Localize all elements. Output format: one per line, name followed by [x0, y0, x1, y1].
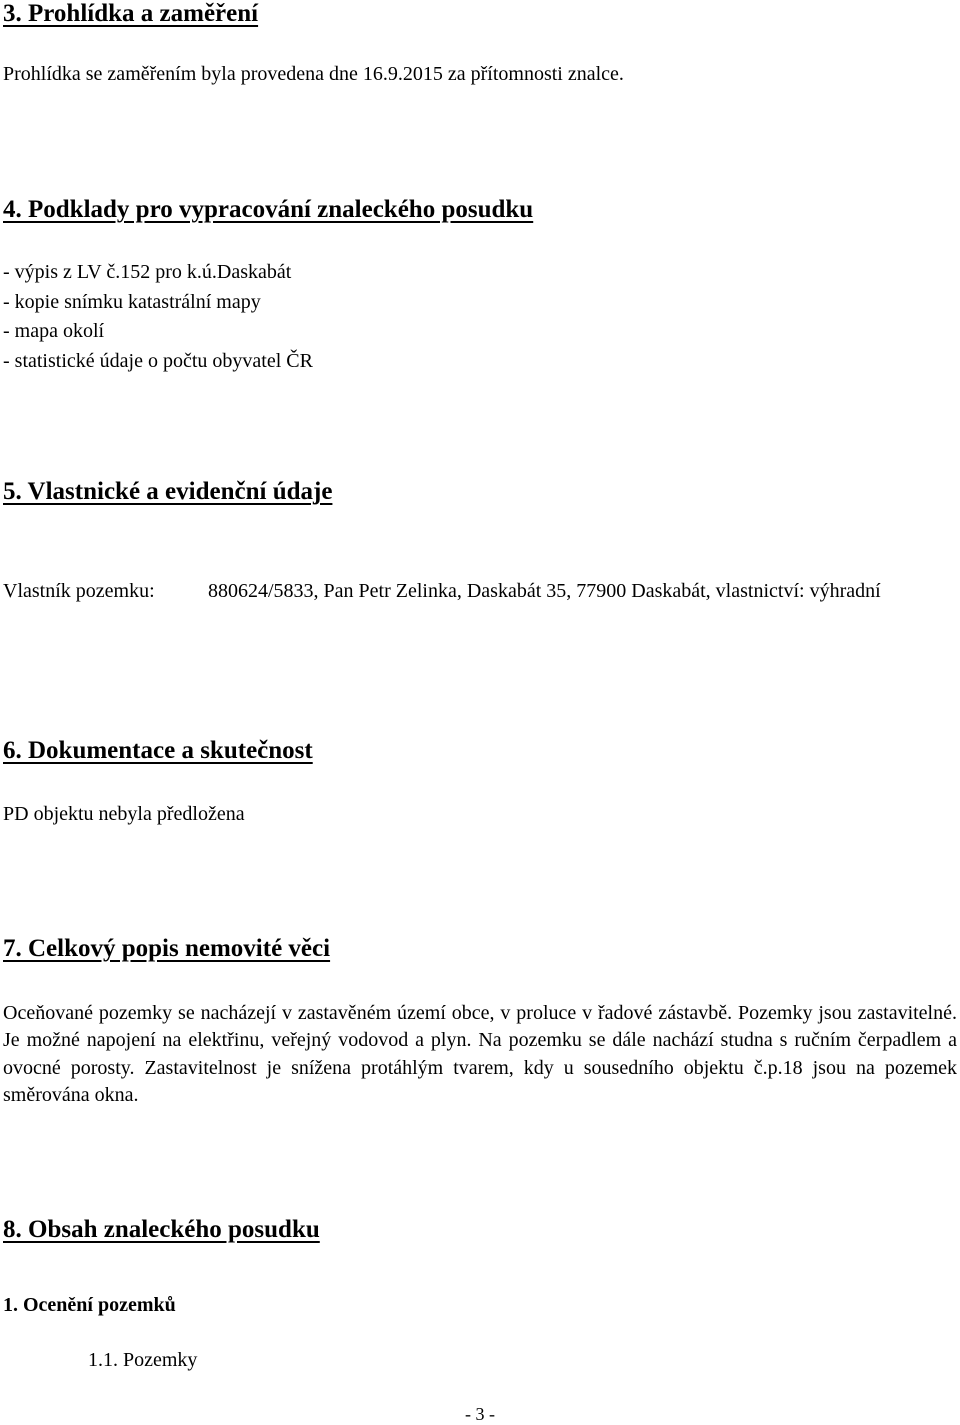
section-4-list	[3, 258, 313, 376]
section-7-heading: 7. Celkový popis nemovité věci	[3, 935, 331, 962]
section-7-paragraph: Oceňované pozemky se nacházejí v zastavěném území obce, v proluce v řadové zástavbě. Pozemky jsou zastavitelné. Je možné napojení na elektřinu, veřejný vodovod a plyn. Na pozemku se dále nachází studna s ručním čerpadlem a ovocné porosty. Zastavitelnost je snížena protáhlým tvarem, kdy u sousedního objektu č.p.18 jsou na pozemek směrována okna.	[3, 1002, 957, 1106]
list-item: - kopie snímku katastrální mapy	[3, 290, 261, 313]
section-6-text: PD objektu nebyla předložena	[3, 803, 245, 825]
list-item: - výpis z LV č.152 pro k.ú.Daskabát	[3, 261, 292, 283]
list-item: - mapa okolí	[3, 320, 105, 342]
list-item: - statistické údaje o počtu obyvatel ČR	[3, 349, 313, 372]
subsection-1-1-heading: 1.1. Pozemky	[88, 1349, 198, 1371]
page-number: - 3 -	[465, 1404, 495, 1424]
owner-value: 880624/5833, Pan Petr Zelinka, Daskabát 35, 77900 Daskabát, vlastnictví: výhradní	[208, 580, 881, 602]
section-8-heading: 8. Obsah znaleckého posudku	[3, 1216, 320, 1243]
subsection-1-heading: 1. Ocenění pozemků	[3, 1294, 176, 1316]
section-3-text: Prohlídka se zaměřením byla provedena dne 16.9.2015 za přítomnosti znalce.	[3, 63, 624, 85]
section-4-heading: 4. Podklady pro vypracování znaleckého posudku	[3, 196, 534, 223]
section-5-heading: 5. Vlastnické a evidenční údaje	[3, 478, 333, 505]
section-3-heading: 3. Prohlídka a zaměření	[3, 0, 259, 27]
owner-label: Vlastník pozemku:	[3, 580, 155, 602]
section-6-heading: 6. Dokumentace a skutečnost	[3, 737, 313, 764]
